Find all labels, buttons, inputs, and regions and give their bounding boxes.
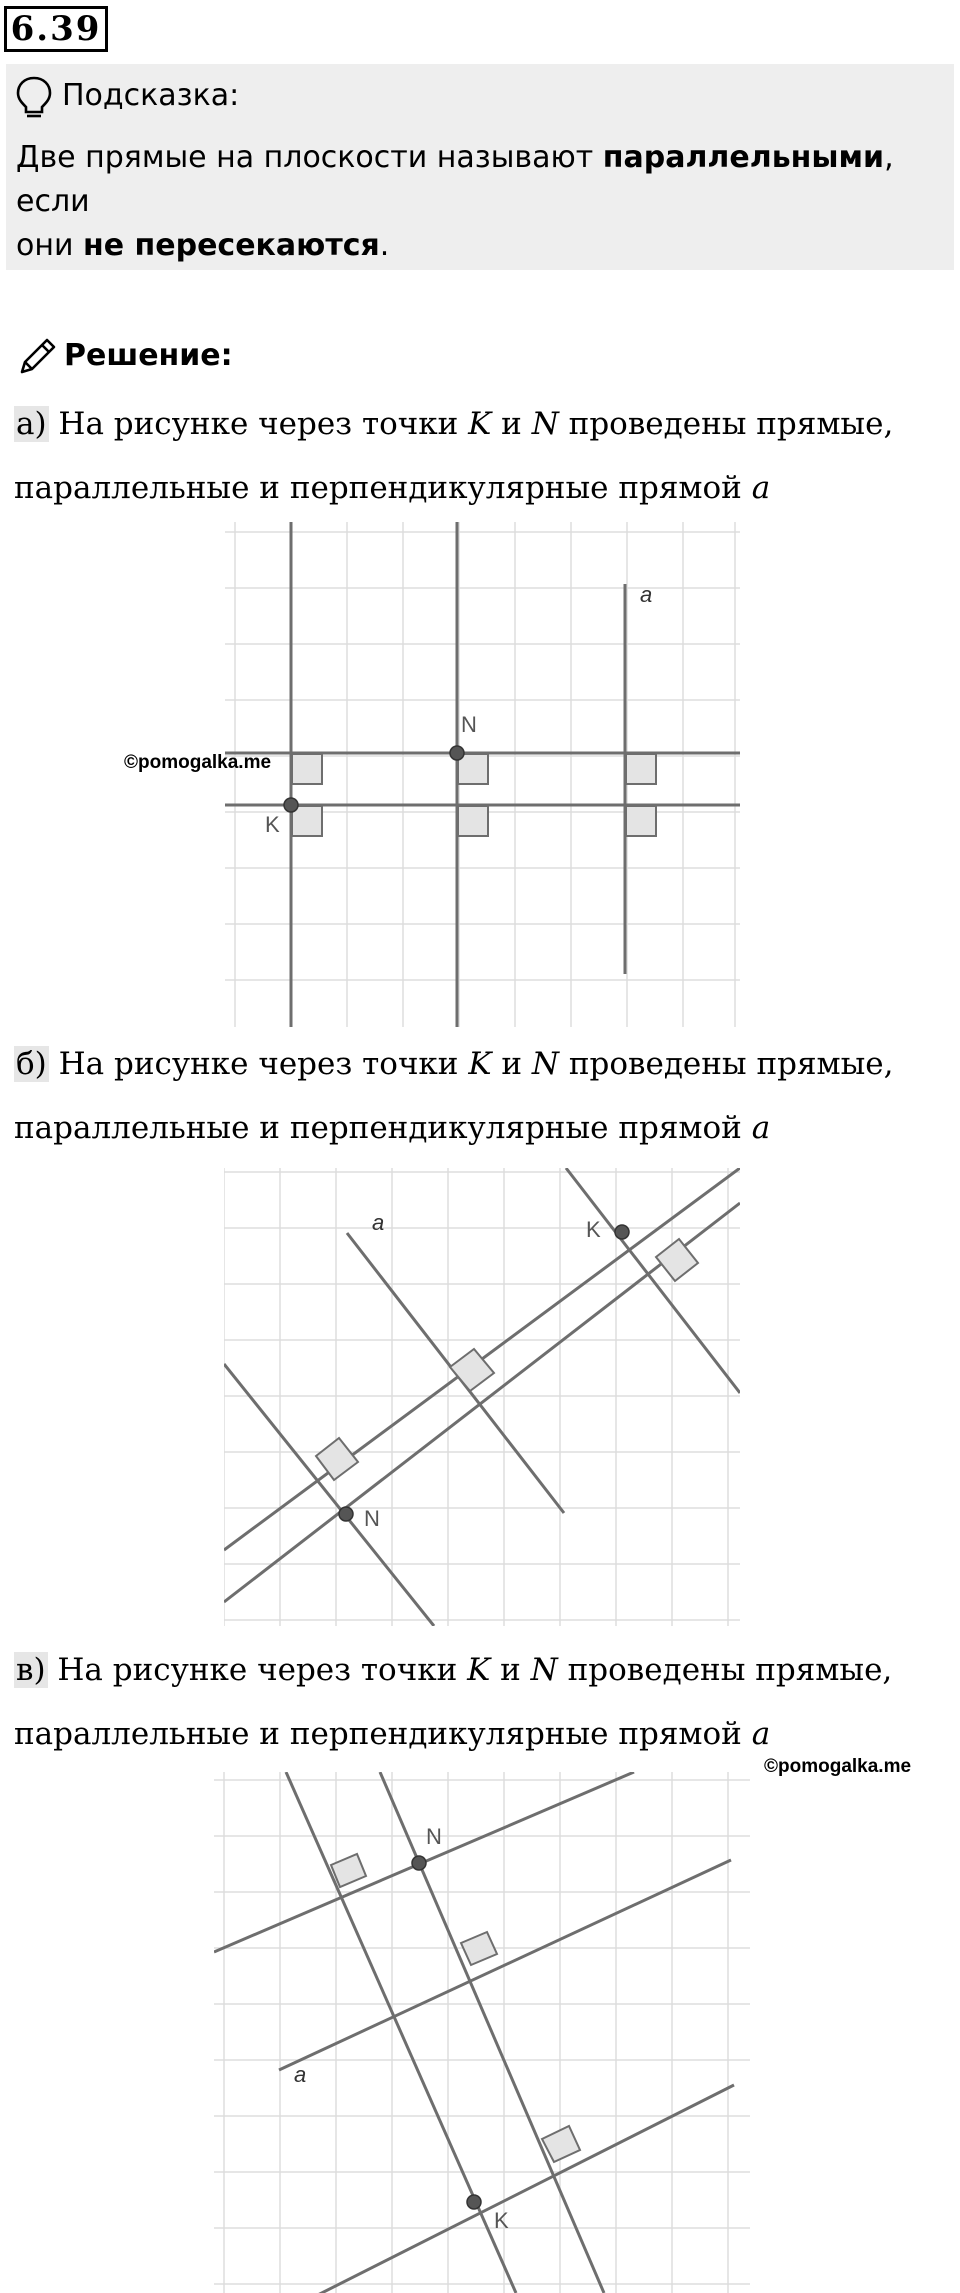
right-angle-mark [458,754,488,784]
part-a-line1: а) На рисунке через точки K и N проведены прямые, [16,406,894,442]
lightbulb-icon [14,74,54,120]
line-perp-n [224,1364,434,1626]
figure-b-grid [224,1168,740,1626]
pencil-icon [16,334,60,378]
part-b-line1: б) На рисунке через точки K и N проведены прямые, [16,1046,894,1082]
right-angle-mark [292,806,322,836]
hint-title: Подсказка: [62,78,240,113]
label-n: N [364,1506,380,1531]
figure-b [224,1168,740,1626]
point-n [450,746,464,760]
label-n: N [461,712,477,737]
point-n [339,1507,353,1521]
hint-bold-parallel: параллельными [602,140,885,175]
right-angle-mark [316,1438,358,1480]
part-c-line2: параллельные и перпендикулярные прямой a [14,1716,771,1752]
part-b-marker: б) [16,1046,47,1082]
watermark: ©pomogalka.me [124,752,272,773]
right-angle-mark [656,1239,698,1281]
label-a: a [640,582,653,607]
part-c-marker: в) [16,1652,46,1688]
figure-a [225,522,740,1027]
right-angle-mark [542,2126,580,2162]
part-a-line2: параллельные и перпендикулярные прямой a [14,470,771,506]
point-k [284,798,298,812]
watermark: ©pomogalka.me [764,1756,912,1777]
part-c-line1: в) На рисунке через точки K и N проведены прямые, [16,1652,893,1688]
line-perp-k [566,1168,740,1393]
part-b-line2: параллельные и перпендикулярные прямой a [14,1110,771,1146]
hint-bold-intersect: не пересекаются [83,228,380,263]
right-angle-mark [626,806,656,836]
right-angle-mark [292,754,322,784]
right-angle-mark [458,806,488,836]
line-perp-a [286,1772,516,2293]
problem-number: 6.39 [4,6,108,52]
label-k: K [494,2208,509,2233]
point-n [412,1856,426,1870]
label-k: K [265,812,280,837]
hint-text: Две прямые на плоскости называют параллельными, если они не пересекаются. [16,140,894,263]
label-a: a [372,1210,385,1235]
label-k: K [586,1217,601,1242]
right-angle-mark [626,754,656,784]
line-perp-k-n [380,1772,604,2293]
label-a: a [294,2062,307,2087]
label-n: N [426,1824,442,1849]
solution-title: Решение: [64,338,233,373]
point-k [467,2195,481,2209]
right-angle-mark [461,1932,497,1965]
figure-c [214,1772,750,2293]
part-a-marker: а) [16,406,47,442]
point-k [615,1225,629,1239]
